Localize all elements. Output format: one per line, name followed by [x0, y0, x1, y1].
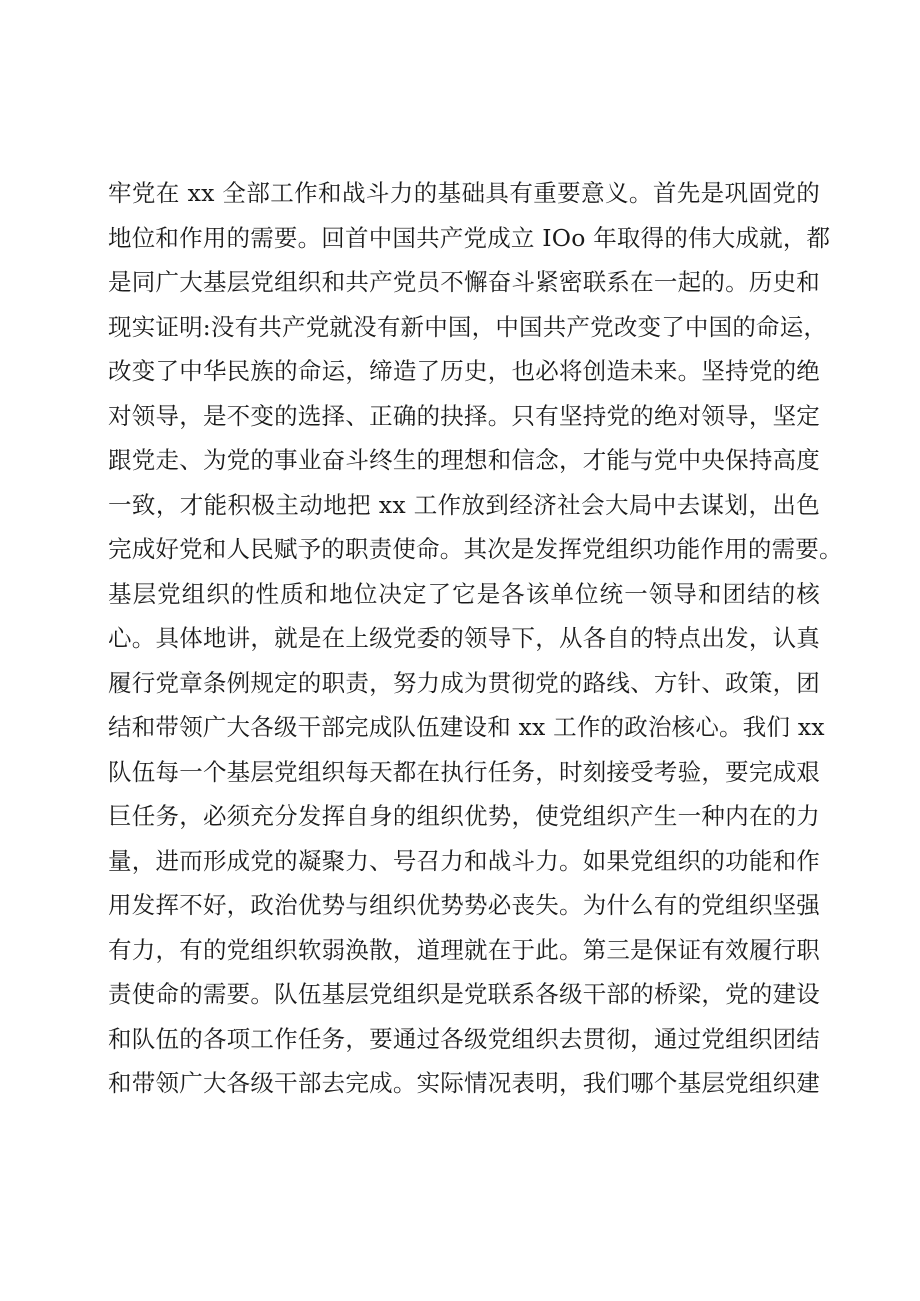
text-line: 量，进而形成党的凝聚力、号召力和战斗力。如果党组织的功能和作 [108, 846, 820, 875]
text-line: 队伍每一个基层党组织每天都在执行任务，时刻接受考验，要完成艰 [108, 757, 820, 786]
text-line: 有力，有的党组织软弱涣散，道理就在于此。第三是保证有效履行职 [108, 935, 820, 964]
text-line: 用发挥不好，政治优势与组织优势势必丧失。为什么有的党组织坚强 [108, 891, 820, 919]
text-line: 现实证明:没有共产党就没有新中国，中国共产党改变了中国的命运， [108, 312, 828, 341]
text-line: 基层党组织的性质和地位决定了它是各该单位统一领导和团结的核 [108, 579, 820, 608]
text-line: 改变了中华民族的命运，缔造了历史，也必将创造未来。坚持党的绝 [108, 357, 820, 385]
text-line: 完成好党和人民赋予的职责使命。其次是发挥党组织功能作用的需要。 [108, 535, 843, 563]
text-line: 牢党在 xx 全部工作和战斗力的基础具有重要意义。首先是巩固党的 [108, 179, 820, 207]
text-line: 一致，才能积极主动地把 xx 工作放到经济社会大局中去谋划，出色 [108, 490, 820, 519]
text-line: 对领导，是不变的选择、正确的抉择。只有坚持党的绝对领导，坚定 [108, 401, 820, 430]
text-line: 跟党走、为党的事业奋斗终生的理想和信念，才能与党中央保持高度 [108, 446, 820, 474]
text-line: 地位和作用的需要。回首中国共产党成立 IOo 年取得的伟大成就，都 [108, 223, 831, 252]
text-line: 巨任务，必须充分发挥自身的组织优势，使党组织产生一种内在的力 [108, 802, 820, 830]
text-line: 和队伍的各项工作任务，要通过各级党组织去贯彻，通过党组织团结 [108, 1024, 820, 1053]
text-line: 责使命的需要。队伍基层党组织是党联系各级干部的桥梁，党的建设 [108, 980, 820, 1008]
text-line: 结和带领广大各级干部完成队伍建设和 xx 工作的政治核心。我们 xx [108, 713, 825, 741]
text-line: 履行党章条例规定的职责，努力成为贯彻党的路线、方针、政策，团 [108, 668, 820, 697]
text-line: 是同广大基层党组织和共产党员不懈奋斗紧密联系在一起的。历史和 [108, 268, 820, 296]
text-line: 和带领广大各级干部去完成。实际情况表明，我们哪个基层党组织建 [108, 1069, 820, 1097]
text-line: 心。具体地讲，就是在上级党委的领导下，从各自的特点出发，认真 [108, 624, 820, 652]
body-paragraph [108, 171, 843, 1106]
